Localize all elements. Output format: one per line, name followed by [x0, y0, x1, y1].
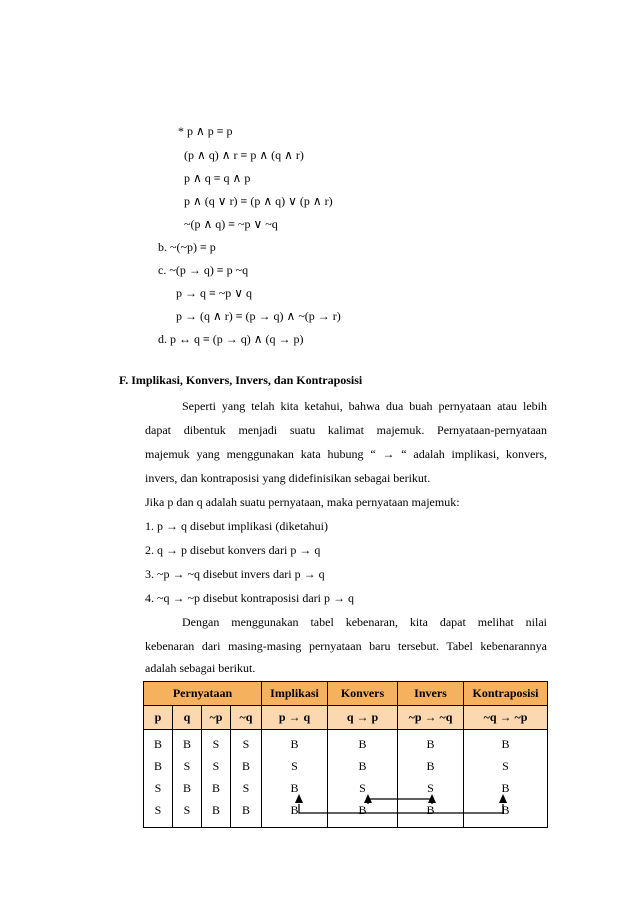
col-header: p — [144, 706, 173, 730]
list-item: 2. q → p disebut konvers dari p → q — [145, 543, 321, 557]
table-cell: B — [328, 730, 398, 756]
table-cell: S — [173, 755, 202, 777]
col-header: q → p — [328, 706, 398, 730]
paragraph-line: majemuk yang menggunakan kata hubung “ → “ adalah implikasi, konvers, — [145, 447, 547, 461]
formula-associative: (p ∧ q) ∧ r ≡ p ∧ (q ∧ r) — [184, 148, 304, 162]
section-heading: F. Implikasi, Konvers, Invers, dan Kontraposisi — [119, 373, 363, 387]
col-header: ~q → ~p — [464, 706, 548, 730]
paragraph-line: Seperti yang telah kita ketahui, bahwa dua buah pernyataan atau lebih — [182, 399, 547, 413]
table-cell: B — [464, 799, 548, 828]
header-invers: Invers — [398, 682, 464, 706]
header-kontraposisi: Kontraposisi — [464, 682, 548, 706]
col-header: p → q — [262, 706, 328, 730]
table-cell: S — [173, 799, 202, 828]
header-konvers: Konvers — [328, 682, 398, 706]
table-cell: S — [464, 755, 548, 777]
paragraph-line: kebenaran dari masing-masing pernyataan baru tersebut. Tabel kebenarannya — [145, 639, 547, 653]
list-item: 1. p → q disebut implikasi (diketahui) — [145, 519, 328, 533]
list-item: 4. ~q → ~p disebut kontraposisi dari p → q — [145, 591, 354, 605]
arrow-up-icon — [499, 794, 507, 803]
table-cell: B — [262, 799, 328, 828]
paragraph-line: Dengan menggunakan tabel kebenaran, kita dapat melihat nilai — [182, 615, 547, 629]
col-header: q — [173, 706, 202, 730]
table-cell: S — [144, 777, 173, 799]
table-cell: B — [262, 777, 328, 799]
col-header: ~p → ~q — [398, 706, 464, 730]
col-header: ~p — [202, 706, 231, 730]
table-cell: B — [202, 777, 231, 799]
table-cell: B — [231, 799, 262, 828]
paragraph-line: dapat dibentuk menjadi suatu kalimat majemuk. Pernyataan-pernyataan — [145, 423, 547, 437]
table-cell: S — [262, 755, 328, 777]
formula-commutative: p ∧ q ≡ q ∧ p — [184, 171, 251, 185]
formula-distributive: p ∧ (q ∨ r) ≡ (p ∧ q) ∨ (p ∧ r) — [184, 194, 333, 208]
table-cell: B — [328, 799, 398, 828]
table-cell: B — [328, 755, 398, 777]
table-cell: B — [231, 755, 262, 777]
table-cell: S — [231, 777, 262, 799]
intro-line: Jika p dan q adalah suatu pernyataan, maka pernyataan majemuk: — [145, 495, 460, 509]
table-cell: B — [262, 730, 328, 756]
connector-konvers-invers — [368, 799, 432, 804]
table-cell: B — [464, 777, 548, 799]
table-cell: S — [144, 799, 173, 828]
table-cell: S — [202, 755, 231, 777]
table-cell: B — [173, 730, 202, 756]
table-cell: B — [144, 755, 173, 777]
item-c: c. ~(p → q) ≡ p ~q — [158, 263, 249, 277]
table-cell: B — [398, 755, 464, 777]
col-header: ~q — [231, 706, 262, 730]
item-b: b. ~(~p) ≡ p — [158, 240, 216, 254]
paragraph-line: invers, dan kontraposisi yang didefinisikan sebagai berikut. — [145, 471, 431, 485]
paragraph-line-end: adalah sebagai berikut. — [145, 661, 256, 675]
table-cell: B — [398, 730, 464, 756]
formula-demorgan: ~(p ∧ q) ≡ ~p ∨ ~q — [184, 217, 278, 231]
table-cell: B — [202, 799, 231, 828]
header-pernyataan: Pernyataan — [144, 682, 262, 706]
table-cell: S — [202, 730, 231, 756]
item-d: d. p ↔ q ≡ (p → q) ∧ (q → p) — [158, 332, 304, 346]
item-c-line-2: p → (q ∧ r) ≡ (p → q) ∧ ~(p → r) — [176, 309, 341, 323]
table-cell: B — [398, 799, 464, 828]
formula-idempotent: * p ∧ p ≡ p — [178, 124, 233, 138]
table-cell: S — [231, 730, 262, 756]
table-cell: S — [328, 777, 398, 799]
table-cell: B — [173, 777, 202, 799]
connector-implikasi-kontraposisi — [299, 804, 503, 813]
header-implikasi: Implikasi — [262, 682, 328, 706]
list-item: 3. ~p → ~q disebut invers dari p → q — [145, 567, 325, 581]
table-cell: B — [464, 730, 548, 756]
item-c-line-1: p → q ≡ ~p ∨ q — [176, 286, 253, 300]
table-cell: B — [144, 730, 173, 756]
table-cell: S — [398, 777, 464, 799]
arrow-up-icon — [295, 794, 303, 803]
